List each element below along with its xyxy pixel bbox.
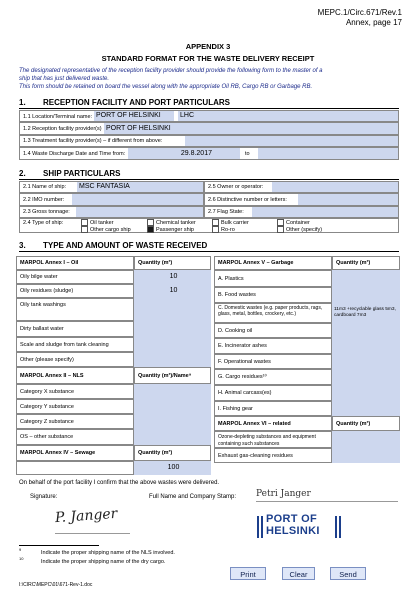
cat-x-label: Category X substance <box>16 384 134 399</box>
annex1-qty-header: Quantity (m³) <box>134 256 211 270</box>
ozone-label: Ozone-depleting substances and equipment containing such substances <box>214 431 332 448</box>
confirmation-text: On behalf of the port facility I confirm that the above wastes were delivered. <box>19 480 220 486</box>
clear-button[interactable]: Clear <box>282 567 315 580</box>
oily-bilge-qty-field[interactable]: 10 <box>134 270 211 284</box>
oil-tanker-checkbox[interactable] <box>81 219 88 226</box>
roro-label: Ro-ro <box>221 227 235 234</box>
company-stamp <box>257 513 345 543</box>
footnote-rule <box>19 545 99 546</box>
distinctive-field[interactable] <box>298 194 398 205</box>
cat-z-qty-field[interactable] <box>134 414 211 429</box>
cargo-residues-label: G. Cargo residues¹⁰ <box>214 369 332 385</box>
domestic-label: C. Domestic wastes (e.g. paper products, rags, glass, metal, bottles, crockery, etc.) <box>214 303 332 323</box>
cat-y-label: Category Y substance <box>16 399 134 414</box>
circular-ref: MEPC.1/Circ.671/Rev.1 <box>317 8 402 17</box>
imo-field[interactable] <box>72 194 203 205</box>
annex2-header: MARPOL Annex II – NLS <box>16 367 134 384</box>
section-2-rule <box>19 179 399 180</box>
location-extra-field[interactable]: LHC <box>178 111 398 121</box>
owner-label: 2.5 Owner or operator: <box>208 184 264 190</box>
provider-field[interactable]: PORT OF HELSINKI <box>104 123 398 134</box>
passenger-option[interactable] <box>147 226 196 233</box>
incinerator-ashes-label: E. Incinerator ashes <box>214 338 332 354</box>
ship-type-label: 2.4 Type of ship: <box>23 220 64 226</box>
cat-x-qty-field[interactable] <box>134 384 211 399</box>
oily-residues-qty-field[interactable]: 10 <box>134 284 211 298</box>
waste-table-right <box>214 256 400 475</box>
exhaust-label: Exhaust gas-cleaning residues <box>214 448 332 463</box>
exhaust-qty-field[interactable] <box>332 448 400 463</box>
bulk-carrier-label: Bulk carrier <box>221 219 249 226</box>
annex4-qty-header: Quantity (m³) <box>134 445 211 461</box>
signature-image: P. Janger <box>54 505 118 527</box>
file-path: I:\CIRC\MEPC\01\671-Rev-1.doc <box>19 582 93 588</box>
tonnage-field[interactable] <box>76 207 203 217</box>
cooking-oil-label: D. Cooking oil <box>214 323 332 338</box>
cargo-residues-qty-field[interactable] <box>332 369 400 385</box>
scale-sludge-qty-field[interactable] <box>134 337 211 352</box>
cat-y-qty-field[interactable] <box>134 399 211 414</box>
footnote-10-marker: 10 <box>19 556 24 561</box>
oily-tank-label: Oily tank washings <box>16 298 134 321</box>
roro-option[interactable] <box>212 226 249 233</box>
treatment-field[interactable] <box>185 136 398 146</box>
domestic-qty-field[interactable]: 11m3 +recyclable glass 5m3, cardboard 7m3 <box>332 303 400 323</box>
oil-tanker-option[interactable] <box>81 219 131 226</box>
ship-type-col-4 <box>277 219 322 234</box>
animal-carcass-qty-field[interactable] <box>332 385 400 401</box>
ship-type-col-2 <box>147 219 196 234</box>
section-3-title: TYPE AND AMOUNT OF WASTE RECEIVED <box>43 241 208 250</box>
chemical-tanker-option[interactable] <box>147 219 196 226</box>
date-label: 1.4 Waste Discharge Date and Time from: <box>23 151 126 157</box>
other-cargo-label: Other cargo ship <box>90 227 131 234</box>
date-to-label: to <box>245 151 250 157</box>
container-option[interactable] <box>277 219 322 226</box>
section-1-heading <box>19 98 230 107</box>
annex5-qty-header: Quantity (m³) <box>332 256 400 270</box>
other-oil-qty-field[interactable] <box>134 352 211 367</box>
stamp-line-1: PORT OF <box>266 513 317 525</box>
other-cargo-checkbox[interactable] <box>81 226 88 233</box>
section-1-rule <box>19 108 399 109</box>
fishing-gear-qty-field[interactable] <box>332 401 400 416</box>
imo-label: 2.2 IMO number: <box>23 197 65 203</box>
plastics-label: A. Plastics <box>214 270 332 287</box>
location-label: 1.1 Location/Terminal name: <box>23 114 93 120</box>
section-2-number: 2. <box>19 169 26 178</box>
operational-wastes-label: F. Operational wastes <box>214 354 332 369</box>
date-to-field[interactable] <box>258 148 398 159</box>
container-label: Container <box>286 219 310 226</box>
food-label: B. Food wastes <box>214 287 332 303</box>
intro-line-3: This form should be retained on board the vessel along with the appropriate Oil RB, Cargo RB or Garbage RB. <box>19 84 313 90</box>
treatment-label: 1.3 Treatment facility provider(s) – if different from above: <box>23 138 163 144</box>
section-1-number: 1. <box>19 98 26 107</box>
fullname-value: Petri Janger <box>256 489 311 499</box>
ship-type-col-1 <box>81 219 131 234</box>
dirty-ballast-label: Dirty ballast water <box>16 321 134 337</box>
section-1-title: RECEPTION FACILITY AND PORT PARTICULARS <box>43 98 230 107</box>
ship-name-field[interactable]: MSC FANTASIA <box>77 182 203 192</box>
dirty-ballast-qty-field[interactable] <box>134 321 211 337</box>
plastics-qty-field[interactable] <box>332 270 400 287</box>
annex2-qty-header: Quantity (m³)/Name⁹ <box>134 367 211 384</box>
flag-field[interactable] <box>252 207 398 217</box>
container-checkbox[interactable] <box>277 219 284 226</box>
section-2-title: SHIP PARTICULARS <box>43 169 121 178</box>
signature-line <box>55 533 130 534</box>
bulk-carrier-option[interactable] <box>212 219 249 226</box>
section-3-rule <box>19 251 399 252</box>
intro-line-1: The designated representative of the reception facility provider should provide the following form to the master of a <box>19 68 323 74</box>
sewage-row-label <box>16 461 134 475</box>
roro-checkbox[interactable] <box>212 226 219 233</box>
passenger-label: Passenger ship <box>156 227 194 234</box>
incinerator-ashes-qty-field[interactable] <box>332 338 400 354</box>
section-3-number: 3. <box>19 241 26 250</box>
signature-label: Signature: <box>30 494 58 500</box>
oil-tanker-label: Oil tanker <box>90 219 114 226</box>
stamp-bars-right <box>335 516 341 538</box>
other-oil-label: Other (please specify) <box>16 352 134 367</box>
oily-tank-qty-field[interactable] <box>134 298 211 321</box>
annex-page: Annex, page 17 <box>345 17 402 27</box>
chemical-tanker-checkbox[interactable] <box>147 219 154 226</box>
print-button[interactable]: Print <box>230 567 266 580</box>
owner-field[interactable] <box>272 182 398 192</box>
ship-name-label: 2.1 Name of ship: <box>23 184 67 190</box>
document-reference <box>318 8 402 27</box>
food-qty-field[interactable] <box>332 287 400 303</box>
ship-type-row <box>19 218 399 233</box>
footnote-9-marker: 9 <box>19 547 22 552</box>
section-2-heading <box>19 169 121 178</box>
animal-carcass-label: H. Animal carcass(es) <box>214 385 332 401</box>
send-button[interactable]: Send <box>330 567 366 580</box>
distinctive-label: 2.6 Distinctive number or letters: <box>208 197 287 203</box>
os-other-label: OS – other substance <box>16 429 134 445</box>
annex5-header: MARPOL Annex V – Garbage <box>214 256 332 270</box>
annex6-qty-header: Quantity (m³) <box>332 416 400 431</box>
fullname-label: Full Name and Company Stamp: <box>149 494 237 500</box>
footnote-9-text: Indicate the proper shipping name of the NLS involved. <box>41 550 175 556</box>
oily-residues-label: Oily residues (sludge) <box>16 284 134 298</box>
bulk-carrier-checkbox[interactable] <box>212 219 219 226</box>
ship-type-col-3 <box>212 219 249 234</box>
stamp-bars-left <box>257 516 263 538</box>
location-field[interactable]: PORT OF HELSINKI <box>94 111 174 121</box>
ozone-qty-field[interactable] <box>332 431 400 448</box>
other-type-checkbox[interactable] <box>277 226 284 233</box>
oily-bilge-label: Oily bilge water <box>16 270 134 284</box>
other-type-option[interactable] <box>277 226 322 233</box>
flag-label: 2.7 Flag State: <box>208 209 244 215</box>
sewage-qty-field[interactable]: 100 <box>134 461 211 475</box>
date-from-field[interactable]: 29.8.2017 <box>128 148 240 159</box>
annex1-header: MARPOL Annex I – Oil <box>16 256 134 270</box>
section-3-heading <box>19 241 207 250</box>
appendix-title: APPENDIX 3 <box>185 42 231 51</box>
chemical-tanker-label: Chemical tanker <box>156 219 196 226</box>
stamp-line-2: HELSINKI <box>266 525 320 537</box>
operational-wastes-qty-field[interactable] <box>332 354 400 369</box>
other-cargo-option[interactable] <box>81 226 131 233</box>
passenger-checkbox[interactable] <box>147 226 154 233</box>
fishing-gear-label: I. Fishing gear <box>214 401 332 416</box>
annex4-header: MARPOL Annex IV – Sewage <box>16 445 134 461</box>
os-other-qty-field[interactable] <box>134 429 211 445</box>
other-type-label: Other (specify) <box>286 227 323 234</box>
waste-table-left <box>16 256 211 475</box>
annex6-header: MARPOL Annex VI – related <box>214 416 332 431</box>
tonnage-label: 2.3 Gross tonnage: <box>23 209 70 215</box>
intro-line-2: ship that has just delivered waste. <box>19 75 110 82</box>
fullname-line <box>256 501 398 502</box>
footnote-10-text: Indicate the proper shipping name of the dry cargo. <box>41 559 166 565</box>
provider-label: 1.2 Reception facility provider(s) <box>23 126 102 132</box>
cooking-oil-qty-field[interactable] <box>332 323 400 338</box>
page-title: STANDARD FORMAT FOR THE WASTE DELIVERY RECEIPT <box>101 54 315 63</box>
scale-sludge-label: Scale and sludge from tank cleaning <box>16 337 134 352</box>
cat-z-label: Category Z substance <box>16 414 134 429</box>
